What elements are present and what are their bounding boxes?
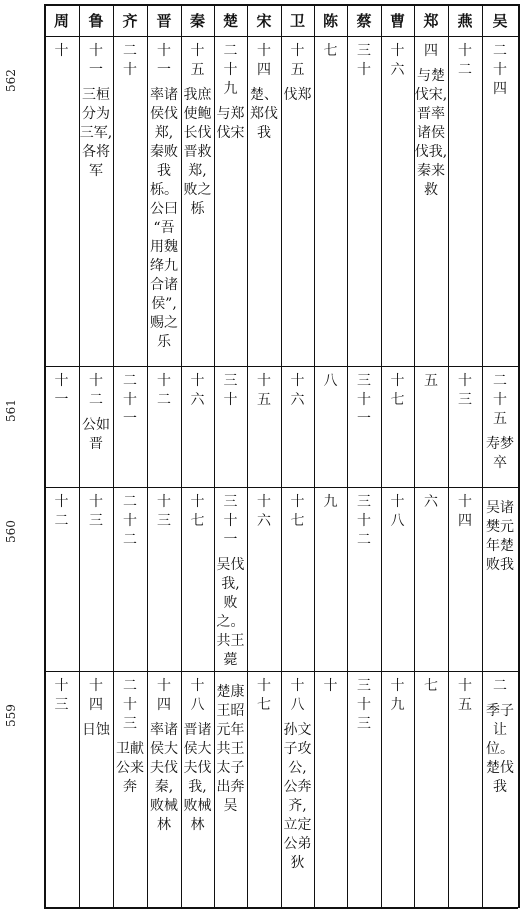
table-cell xyxy=(448,42,482,80)
cell-note: 楚康 王昭 元年 共王 太子 出奔 吴 xyxy=(216,684,245,814)
col-divider-10 xyxy=(381,4,382,908)
table-cell xyxy=(448,372,482,410)
cell-number: 十 六 xyxy=(257,494,271,529)
cell-note: 伐郑 xyxy=(283,87,312,103)
cell-note: 与楚 伐宋, 晋率 诸侯 伐我, 秦来 救 xyxy=(414,68,448,198)
table-cell xyxy=(44,42,79,61)
cell-number: 十 八 xyxy=(390,494,405,529)
col-divider-8 xyxy=(314,4,315,908)
cell-number: 十 九 xyxy=(390,678,405,713)
cell-number: 十 三 xyxy=(458,373,472,408)
header-cell-13: 吴 xyxy=(492,12,508,30)
header-cell-10: 曹 xyxy=(389,12,405,30)
cell-number: 三 十 三 xyxy=(357,678,371,732)
table-cell xyxy=(113,493,147,550)
cell-note: 我庶 使鲍 长伐 晋救 郑, 败之 栎 xyxy=(183,87,212,217)
cell-number: 十 一 xyxy=(54,373,69,408)
cell-number: 五 xyxy=(424,373,438,389)
cell-note: 率诸 侯伐 郑, 秦败 我栎。 公曰 “吾 用魏 绛九 合诸 侯”, 赐之 乐 xyxy=(150,87,178,350)
table-cell xyxy=(414,493,448,512)
cell-note: 楚、 郑伐 我 xyxy=(250,87,278,141)
table-cell xyxy=(381,372,414,410)
table-cell xyxy=(381,493,414,531)
table-cell xyxy=(381,677,414,715)
header-cell-0: 周 xyxy=(53,12,69,30)
table-cell xyxy=(414,42,448,200)
cell-number: 四 xyxy=(424,43,438,59)
cell-number: 十 四 xyxy=(89,678,103,713)
cell-note: 率诸 侯大 夫伐 秦, 败械 林 xyxy=(150,722,178,833)
cell-note: 晋诸 侯大 夫伐 我, 败械 林 xyxy=(183,722,212,833)
table-cell xyxy=(113,372,147,429)
table-cell xyxy=(147,372,181,410)
table-cell xyxy=(181,42,214,219)
header-cell-6: 宋 xyxy=(256,12,272,30)
header-cell-11: 郑 xyxy=(423,12,439,30)
cell-note: 卫献 公来 奔 xyxy=(116,741,144,795)
table-cell xyxy=(247,677,281,715)
table-cell xyxy=(482,372,518,473)
header-cell-5: 楚 xyxy=(222,12,238,30)
table-cell xyxy=(214,677,247,816)
table-cell xyxy=(147,493,181,531)
cell-number: 十 xyxy=(54,43,69,59)
cell-number: 十 一 xyxy=(89,43,103,78)
table-cell xyxy=(482,677,518,797)
table-cell xyxy=(113,42,147,80)
table-cell xyxy=(214,372,247,410)
cell-number: 三 十 xyxy=(223,373,238,408)
year-label: 560 xyxy=(4,520,18,543)
cell-number: 二 十 三 xyxy=(123,678,137,732)
table-cell xyxy=(314,372,347,391)
cell-number: 十 三 xyxy=(54,678,69,713)
table-cell xyxy=(44,493,79,531)
table-cell xyxy=(79,677,113,740)
table-cell xyxy=(414,677,448,696)
table-cell xyxy=(414,372,448,391)
cell-number: 十 六 xyxy=(290,373,305,408)
table-cell xyxy=(281,677,314,873)
cell-number: 十 七 xyxy=(257,678,271,713)
cell-number: 十 五 xyxy=(290,43,305,78)
table-left-border xyxy=(44,4,46,908)
cell-note: 吴伐 我, 败之。 共王 薨 xyxy=(216,557,245,668)
table-cell xyxy=(482,493,518,575)
header-cell-1: 鲁 xyxy=(88,12,104,30)
table-cell xyxy=(314,42,347,61)
table-cell xyxy=(347,372,381,429)
cell-number: 十 三 xyxy=(157,494,171,529)
table-cell xyxy=(281,42,314,105)
header-cell-12: 燕 xyxy=(457,12,473,30)
table-cell xyxy=(347,493,381,550)
table-cell xyxy=(79,493,113,531)
year-label: 562 xyxy=(4,69,18,92)
cell-number: 十 七 xyxy=(190,494,205,529)
table-cell xyxy=(214,42,247,143)
cell-note: 寿梦 卒 xyxy=(486,436,514,471)
header-cell-3: 晋 xyxy=(156,12,172,30)
cell-number: 十 八 xyxy=(290,678,305,713)
year-label: 561 xyxy=(4,399,18,422)
cell-number: 十 二 xyxy=(157,373,171,408)
cell-number: 二 十 四 xyxy=(493,43,507,97)
cell-number: 十 七 xyxy=(390,373,405,408)
table-cell xyxy=(79,42,113,181)
cell-number: 十 一 xyxy=(157,43,171,78)
cell-number: 十 三 xyxy=(89,494,103,529)
cell-number: 十 xyxy=(323,678,338,694)
cell-number: 十 二 xyxy=(458,43,472,78)
cell-note: 吴诸 樊元 年楚 败我 xyxy=(486,500,514,573)
cell-number: 二 十 一 xyxy=(123,373,137,427)
table-cell xyxy=(44,372,79,410)
table-cell xyxy=(247,372,281,410)
cell-number: 十 六 xyxy=(390,43,405,78)
table-cell xyxy=(181,677,214,835)
table-cell xyxy=(347,677,381,734)
cell-number: 七 xyxy=(323,43,338,59)
cell-number: 十 四 xyxy=(157,678,171,713)
cell-number: 二 十 xyxy=(123,43,137,78)
table-cell xyxy=(281,493,314,531)
table-right-border xyxy=(518,4,520,908)
table-cell xyxy=(448,677,482,715)
cell-number: 十 五 xyxy=(257,373,271,408)
table-cell xyxy=(147,677,181,835)
cell-note: 与郑 伐宋 xyxy=(216,106,245,141)
table-cell xyxy=(347,42,381,80)
header-cell-9: 蔡 xyxy=(356,12,372,30)
header-cell-7: 卫 xyxy=(289,12,305,30)
table-cell xyxy=(147,42,181,352)
cell-note: 三桓 分为 三军, 各将 军 xyxy=(79,87,113,179)
table-cell xyxy=(79,372,113,454)
cell-number: 十 四 xyxy=(458,494,472,529)
cell-number: 八 xyxy=(323,373,338,389)
cell-note: 公如 晋 xyxy=(82,417,110,452)
cell-number: 二 十 九 xyxy=(223,43,238,97)
cell-number: 十 七 xyxy=(290,494,305,529)
cell-number: 二 十 二 xyxy=(123,494,137,548)
table-cell xyxy=(482,42,518,99)
cell-number: 十 二 xyxy=(54,494,69,529)
table-cell xyxy=(247,42,281,143)
cell-number: 十 六 xyxy=(190,373,205,408)
cell-number: 七 xyxy=(424,678,438,694)
header-cell-2: 齐 xyxy=(122,12,138,30)
cell-number: 二 xyxy=(493,678,507,694)
cell-number: 二 十 五 xyxy=(493,373,507,427)
cell-note: 季子 让位。 楚伐 我 xyxy=(486,703,514,795)
header-cell-8: 陈 xyxy=(322,12,338,30)
cell-note: 日蚀 xyxy=(82,722,110,738)
cell-number: 十 四 xyxy=(257,43,271,78)
cell-number: 三 十 二 xyxy=(357,494,371,548)
table-cell xyxy=(281,372,314,410)
cell-number: 三 十 一 xyxy=(223,494,238,548)
table-cell xyxy=(214,493,247,670)
table-cell xyxy=(448,493,482,531)
table-cell xyxy=(247,493,281,531)
cell-note: 孙文 子攻 公, 公奔 齐, 立定 公弟 狄 xyxy=(283,722,312,871)
table-cell xyxy=(44,677,79,715)
table-cell xyxy=(381,42,414,80)
cell-number: 十 五 xyxy=(458,678,472,713)
header-cell-4: 秦 xyxy=(189,12,205,30)
col-divider-9 xyxy=(347,4,348,908)
cell-number: 十 五 xyxy=(190,43,205,78)
cell-number: 三 十 一 xyxy=(357,373,371,427)
table-cell xyxy=(181,372,214,410)
col-divider-12 xyxy=(448,4,449,908)
table-cell xyxy=(314,677,347,696)
cell-number: 十 八 xyxy=(190,678,205,713)
cell-number: 十 二 xyxy=(89,373,103,408)
cell-number: 九 xyxy=(323,494,338,510)
cell-number: 三 十 xyxy=(357,43,371,78)
table-cell xyxy=(181,493,214,531)
year-label: 559 xyxy=(4,704,18,727)
cell-number: 六 xyxy=(424,494,438,510)
table-cell xyxy=(113,677,147,797)
table-cell xyxy=(314,493,347,512)
